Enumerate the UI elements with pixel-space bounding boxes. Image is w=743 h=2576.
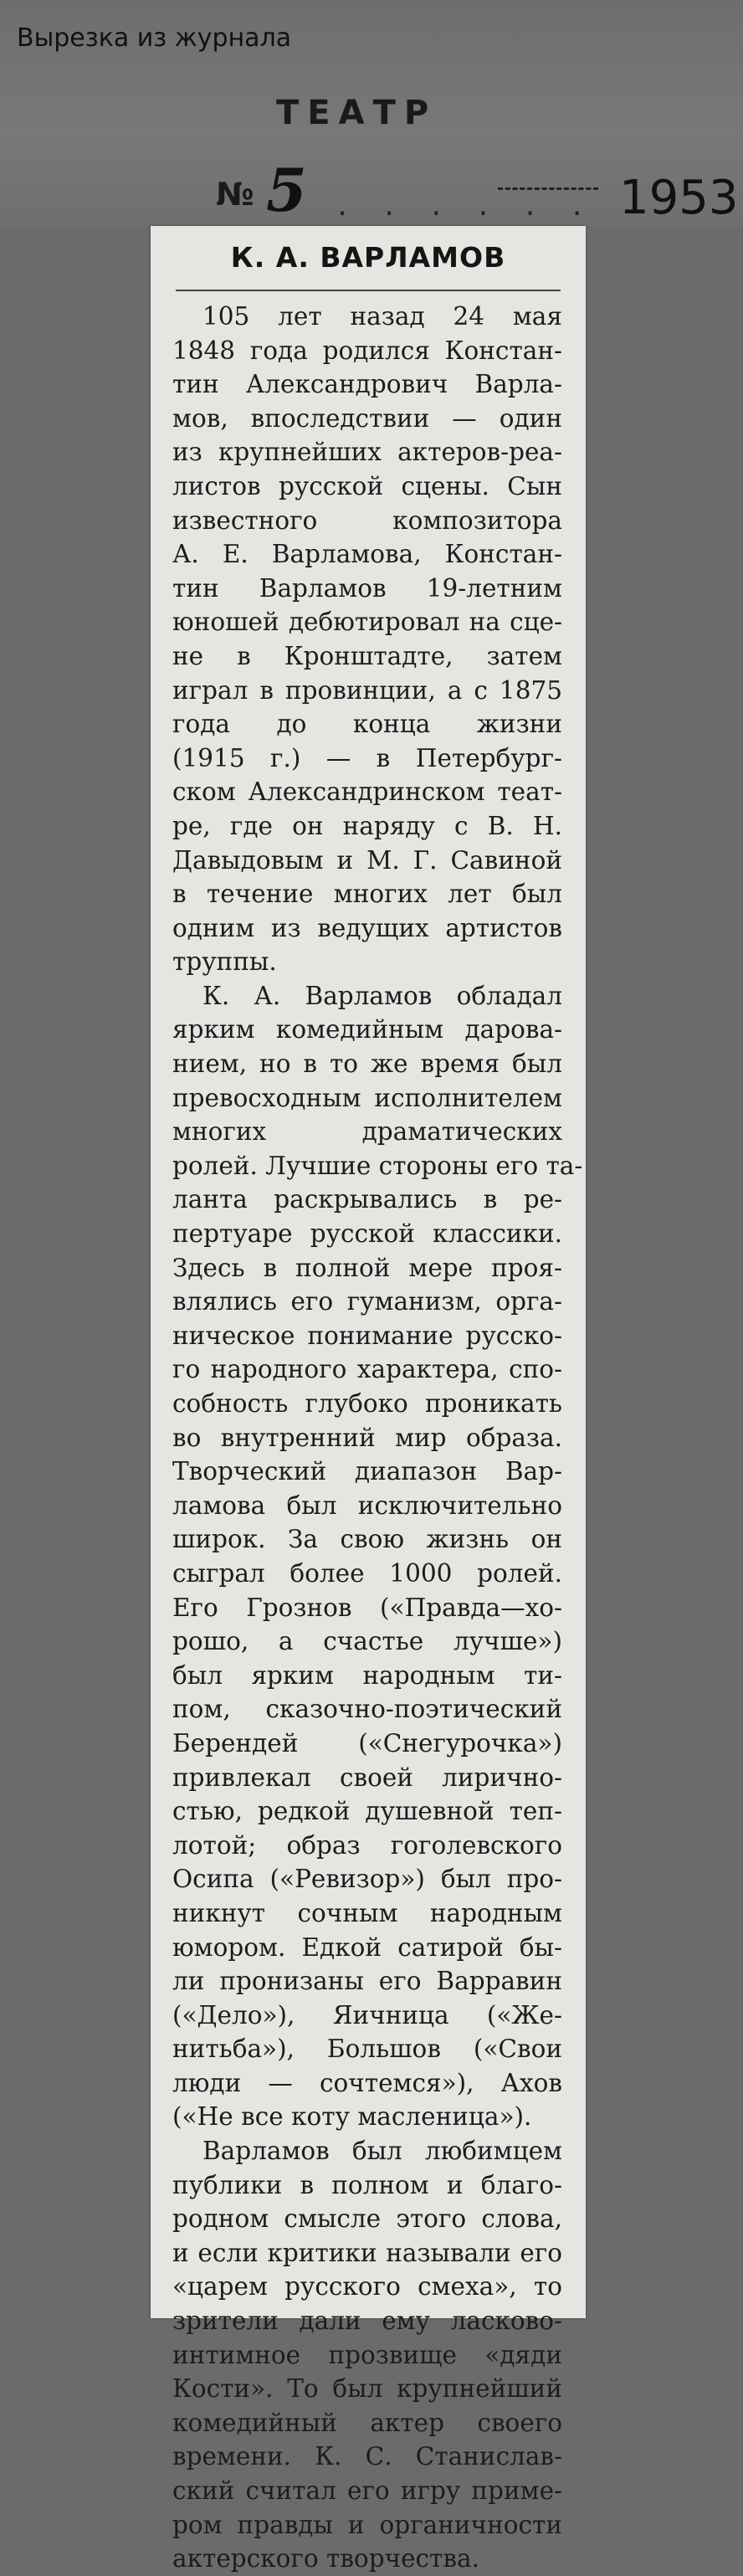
article-line: года до конца жизни: [172, 710, 562, 739]
article-line: ром правды и органичности: [172, 2510, 562, 2539]
issue-dots: . . . . . .: [335, 192, 593, 222]
article-line: юмором. Едкой сатирой бы-: [172, 1932, 562, 1962]
article-line: времени. К. С. Станислав-: [172, 2442, 562, 2471]
article-body: [172, 300, 583, 2576]
article-line: (1915 г.) — в Петербург-: [172, 743, 562, 772]
article-title: К. А. ВАРЛАМОВ: [230, 241, 506, 274]
title-divider: [176, 290, 561, 291]
article-line: Его Грознов («Правда—хо-: [172, 1593, 562, 1622]
article-line: го народного характера, спо-: [172, 1355, 562, 1384]
issue-number-value: 5: [266, 156, 307, 225]
article-line: влялись его гуманизм, орга-: [172, 1287, 562, 1316]
article-line: во внутренний мир образа.: [172, 1423, 562, 1452]
article-line: тин Варламов 19-летним: [172, 573, 562, 603]
article-line: привлекал своей лирично-: [172, 1763, 562, 1792]
article-line: зрители дали ему ласково-: [172, 2307, 562, 2336]
article-line: Варламов был любимцем: [202, 2137, 562, 2166]
clipping-card-header: [0, 0, 743, 226]
article-line: лотой; образ гоголевского: [172, 1830, 562, 1860]
article-line: листов русской сцены. Сын: [172, 471, 562, 500]
article-line: «царем русского смеха», то: [172, 2272, 562, 2301]
article-line: («Не все коту масленица»).: [172, 2102, 532, 2132]
article-line: многих драматических: [172, 1117, 562, 1147]
article-line: интимное прозвище «дяди: [172, 2340, 562, 2369]
article-line: («Дело»), Яичница («Же-: [172, 2000, 562, 2029]
article-line: К. А. Варламов обладал: [202, 981, 562, 1010]
article-line: широк. За свою жизнь он: [172, 1525, 562, 1554]
issue-dash-line: [498, 187, 598, 190]
article-line: Давыдовым и М. Г. Савиной: [172, 845, 562, 875]
article-line: Здесь в полной мере проя-: [172, 1253, 562, 1282]
article-line: труппы.: [172, 947, 277, 977]
clipping-label: Вырезка из журнала: [17, 23, 292, 53]
article-line: превосходным исполнителем: [172, 1083, 562, 1112]
article-line: известного композитора: [172, 505, 562, 535]
article-line: одним из ведущих артистов: [172, 913, 562, 942]
article-line: ском Александринском теат-: [172, 777, 562, 807]
article-line: ли пронизаны его Варравин: [172, 1967, 562, 1996]
article-line: из крупнейших актеров-реа-: [172, 438, 562, 467]
article-line: люди — сочтемся»), Ахов: [172, 2068, 562, 2097]
article-line: комедийный актер своего: [172, 2408, 562, 2437]
article-line: мов, впоследствии — один: [172, 403, 562, 433]
article-line: Творческий диапазон Вар-: [172, 1457, 562, 1486]
article-line: ролей. Лучшие стороны его та-: [172, 1151, 583, 1180]
article-line: публики в полном и благо-: [172, 2170, 562, 2199]
newspaper-clipping: [151, 226, 586, 2573]
article-line: нитьба»), Большов («Свои: [172, 2035, 562, 2064]
article-line: сыграл более 1000 ролей.: [172, 1558, 562, 1588]
article-line: Осипа («Ревизор») был про-: [172, 1865, 562, 1894]
article-line: нием, но в то же время был: [172, 1049, 562, 1079]
issue-number-prefix: №: [216, 176, 254, 213]
article-line: ский считал его игру приме-: [172, 2476, 562, 2505]
article-line: юношей дебютировал на сце-: [172, 608, 562, 637]
article-line: 105 лет назад 24 мая: [202, 302, 562, 331]
article-line: Берендей («Снегурочка»): [172, 1728, 562, 1758]
article-line: А. Е. Варламова, Констан-: [172, 540, 562, 569]
article-line: актерского творчества.: [172, 2544, 479, 2573]
issue-year: 1953: [619, 171, 739, 225]
article-line: стью, редкой душевной теп-: [172, 1797, 562, 1826]
article-line: рошо, а счастье лучше»): [172, 1627, 562, 1656]
article-line: пертуаре русской классики.: [172, 1219, 562, 1249]
article-line: ре, где он наряду с В. Н.: [172, 811, 562, 840]
article-line: был ярким народным ти-: [172, 1660, 562, 1690]
article-line: никнут сочным народным: [172, 1898, 562, 1927]
article-line: тин Александрович Варла-: [172, 370, 562, 399]
article-line: ярким комедийным дарова-: [172, 1015, 562, 1044]
article-line: в течение многих лет был: [172, 880, 562, 909]
article-line: ламова был исключительно: [172, 1491, 562, 1520]
article-line: собность глубоко проникать: [172, 1389, 562, 1418]
article-line: Кости». То был крупнейший: [172, 2374, 562, 2404]
article-line: ланта раскрывались в ре-: [172, 1185, 562, 1214]
article-line: не в Кронштадте, затем: [172, 641, 562, 670]
article-line: ническое понимание русско-: [172, 1321, 562, 1350]
article-line: 1848 года родился Констан-: [172, 336, 562, 365]
journal-name: ТЕАТР: [276, 94, 438, 132]
article-line: пом, сказочно-поэтический: [172, 1695, 562, 1724]
article-line: и если критики называли его: [172, 2238, 562, 2267]
article-line: родном смысле этого слова,: [172, 2204, 562, 2234]
article-line: играл в провинции, а с 1875: [172, 675, 562, 705]
